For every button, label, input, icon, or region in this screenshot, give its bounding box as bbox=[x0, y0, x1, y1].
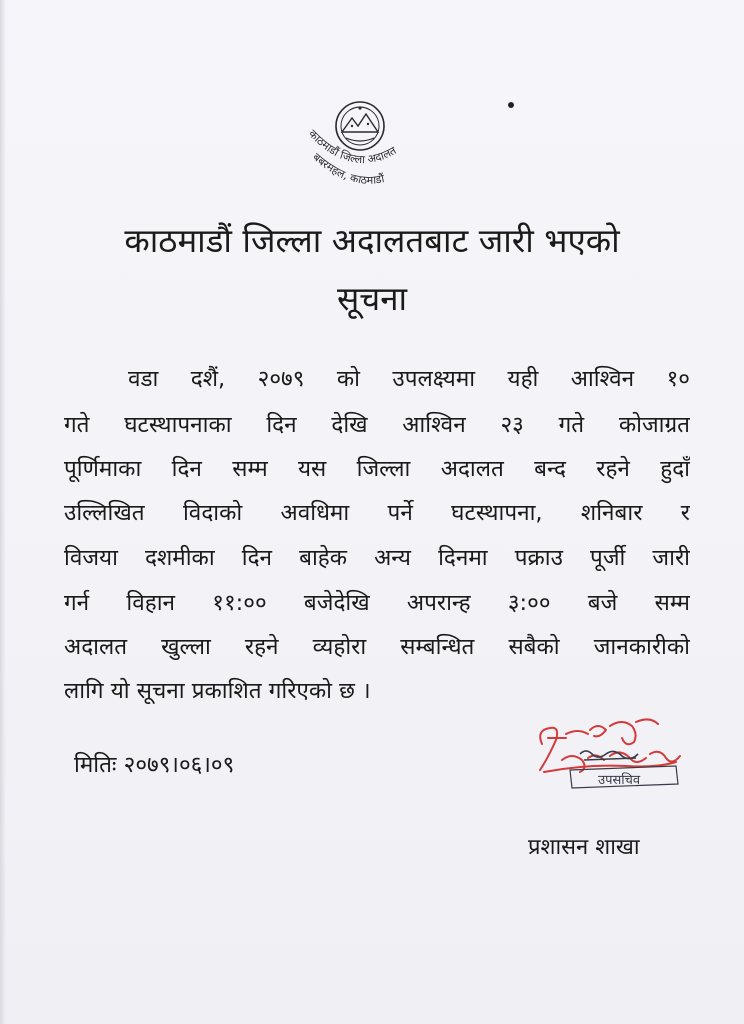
body-line-2: गते घटस्थापनाका दिन देखि आश्विन २३ गते कोजाग्रत bbox=[64, 412, 690, 438]
signature-and-stamp bbox=[526, 708, 696, 828]
stamp-designation-text: उपसचिव bbox=[598, 773, 641, 788]
body-line-6: गर्न विहान ११:०० बजेदेखि अपरान्ह ३:०० बजे सम्म bbox=[64, 590, 690, 616]
issuing-department: प्रशासन शाखा bbox=[528, 835, 640, 860]
body-line-1: वडा दशैं, २०७९ को उपलक्ष्यमा यही आश्विन १० bbox=[128, 366, 690, 392]
page-edge-shadow bbox=[0, 0, 6, 1024]
seal-text-lower: बबरमहल, काठमाडौं bbox=[310, 150, 386, 187]
ink-dot bbox=[508, 102, 514, 108]
body-line-3: पूर्णिमाका दिन सम्म यस जिल्ला अदालत बन्द रहने हुदाँ bbox=[64, 456, 690, 482]
body-line-8: लागि यो सूचना प्रकाशित गरिएको छ । bbox=[64, 678, 371, 704]
body-line-4: उल्लिखित विदाको अवधिमा पर्ने घटस्थापना, शनिबार र bbox=[64, 500, 690, 526]
notice-title-line-1: काठमाडौं जिल्ला अदालतबाट जारी भएको bbox=[124, 221, 620, 260]
notice-title-line-2: सूचना bbox=[336, 279, 408, 318]
seal-text-upper: काठमाडौं जिल्ला अदालत bbox=[305, 127, 399, 167]
body-line-7: अदालत खुल्ला रहने व्यहोरा सम्बन्धित सबैको जानकारीको bbox=[64, 634, 690, 660]
court-seal-stamp bbox=[294, 98, 426, 198]
notice-date: मितिः २०७९।०६।०९ bbox=[74, 752, 235, 778]
body-line-5: विजया दशमीका दिन बाहेक अन्य दिनमा पक्राउ पूर्जी जारी bbox=[64, 545, 690, 571]
